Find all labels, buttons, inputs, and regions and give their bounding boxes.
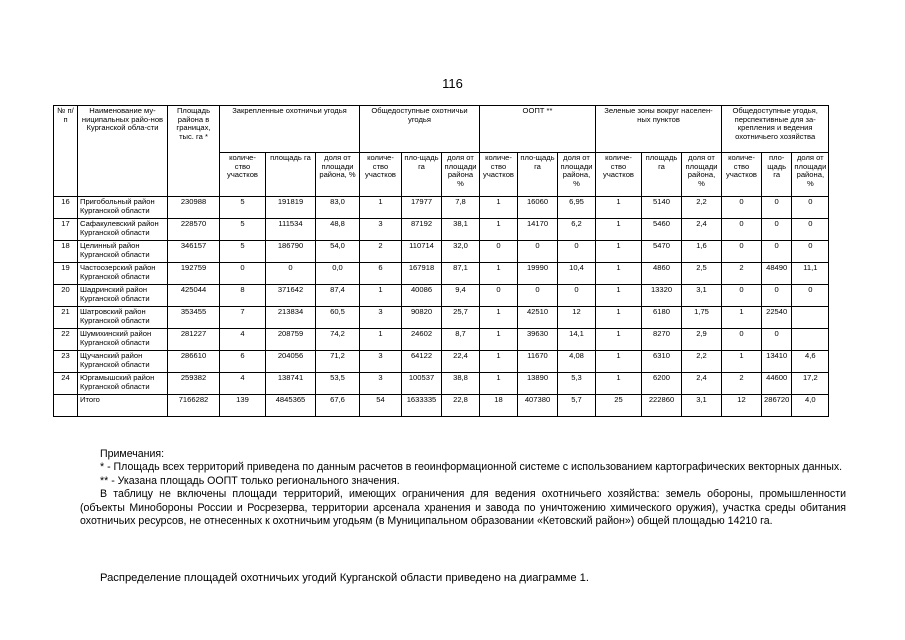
cell-value: 1	[596, 219, 642, 241]
cell-value: 44600	[762, 373, 792, 395]
cell-value: 14170	[518, 219, 558, 241]
subheader: доля от площади района, %	[558, 153, 596, 197]
diagram-reference-text: Распределение площадей охотничьих угодий Курганской области приведено на диаграмме 1.	[100, 572, 589, 584]
table-row	[54, 307, 829, 329]
cell-value: 1	[480, 351, 518, 373]
cell-name: Шадринский район Курганской области	[78, 285, 168, 307]
cell-value: 3	[360, 373, 402, 395]
subheader: количе-ство участков	[480, 153, 518, 197]
cell-value: 5,3	[558, 373, 596, 395]
cell-value: 6	[220, 351, 266, 373]
header-no: № п/п	[54, 106, 78, 197]
cell-value: 67,6	[316, 395, 360, 417]
cell-value: 286720	[762, 395, 792, 417]
cell-value: 3,1	[682, 285, 722, 307]
cell-value: 12	[558, 307, 596, 329]
cell-value: 22,8	[442, 395, 480, 417]
page-number: 116	[442, 76, 463, 91]
cell-value: 0	[792, 219, 829, 241]
cell-value: 5460	[642, 219, 682, 241]
subheader: пло-щадь га	[762, 153, 792, 197]
cell-value: 48490	[762, 263, 792, 285]
table-row	[54, 241, 829, 263]
cell-value: 17977	[402, 197, 442, 219]
subheader: количе-ство участков	[722, 153, 762, 197]
cell-value: 1	[480, 263, 518, 285]
cell-value: 2	[722, 263, 762, 285]
cell-value: 6200	[642, 373, 682, 395]
cell-no: 21	[54, 307, 78, 329]
cell-value: 5	[220, 219, 266, 241]
cell-value: 6,2	[558, 219, 596, 241]
cell-value: 0	[266, 263, 316, 285]
cell-value: 7	[220, 307, 266, 329]
subheader: площадь га	[642, 153, 682, 197]
cell-value: 0	[792, 285, 829, 307]
cell-value: 0	[518, 285, 558, 307]
cell-value: 2	[722, 373, 762, 395]
cell-value: 0	[722, 219, 762, 241]
cell-value: 4,08	[558, 351, 596, 373]
cell-value: 2,2	[682, 351, 722, 373]
cell-value: 1	[596, 197, 642, 219]
cell-value: 1,6	[682, 241, 722, 263]
cell-value: 87,1	[442, 263, 480, 285]
cell-value: 222860	[642, 395, 682, 417]
cell-value: 4	[220, 373, 266, 395]
cell-area: 192759	[168, 263, 220, 285]
subheader: пло-щадь га	[402, 153, 442, 197]
cell-value: 8,7	[442, 329, 480, 351]
subheader: доля от площади района, %	[316, 153, 360, 197]
table-row	[54, 197, 829, 219]
cell-value: 0	[792, 241, 829, 263]
cell-value: 1	[360, 329, 402, 351]
cell-value: 0	[762, 197, 792, 219]
cell-value: 1	[722, 351, 762, 373]
cell-name: Итого	[78, 395, 168, 417]
table-row	[54, 263, 829, 285]
cell-area: 228570	[168, 219, 220, 241]
header-group-assigned: Закрепленные охотничьи угодья	[220, 106, 360, 153]
cell-value: 3	[360, 351, 402, 373]
subheader: пло-щадь га	[518, 153, 558, 197]
cell-area: 281227	[168, 329, 220, 351]
cell-value: 24602	[402, 329, 442, 351]
cell-value: 18	[480, 395, 518, 417]
cell-value: 90820	[402, 307, 442, 329]
cell-name: Шумихинский район Курганской области	[78, 329, 168, 351]
cell-area: 259382	[168, 373, 220, 395]
cell-value: 1	[596, 285, 642, 307]
note-2: ** - Указана площадь ООПТ только регионального значения.	[100, 474, 400, 487]
cell-area: 286610	[168, 351, 220, 373]
cell-value: 6310	[642, 351, 682, 373]
header-area: Площадь района в границах, тыс. га *	[168, 106, 220, 197]
cell-value: 1	[480, 307, 518, 329]
cell-area: 7166282	[168, 395, 220, 417]
subheader: количе-ство участков	[360, 153, 402, 197]
cell-value: 111534	[266, 219, 316, 241]
cell-value: 4,0	[792, 395, 829, 417]
cell-value: 0	[480, 241, 518, 263]
cell-area: 425044	[168, 285, 220, 307]
cell-value	[792, 329, 829, 351]
cell-value: 0,0	[316, 263, 360, 285]
cell-value: 8	[220, 285, 266, 307]
cell-value: 10,4	[558, 263, 596, 285]
cell-value: 5,7	[558, 395, 596, 417]
cell-name: Сафакулевский район Курганской области	[78, 219, 168, 241]
cell-value: 213834	[266, 307, 316, 329]
cell-value: 0	[518, 241, 558, 263]
cell-value: 5470	[642, 241, 682, 263]
table-row	[54, 329, 829, 351]
cell-value: 3,1	[682, 395, 722, 417]
cell-value: 54	[360, 395, 402, 417]
cell-value: 0	[480, 285, 518, 307]
subheader: количе-ство участков	[596, 153, 642, 197]
cell-value: 11,1	[792, 263, 829, 285]
cell-value: 4,6	[792, 351, 829, 373]
cell-value: 0	[722, 329, 762, 351]
header-group-green-zones: Зеленые зоны вокруг населен-ных пунктов	[596, 106, 722, 153]
cell-value: 1	[722, 307, 762, 329]
notes-title: Примечания:	[100, 448, 165, 460]
cell-value: 1	[596, 263, 642, 285]
cell-value: 0	[762, 329, 792, 351]
cell-value: 186790	[266, 241, 316, 263]
cell-value: 0	[762, 285, 792, 307]
table-row	[54, 219, 829, 241]
cell-value: 0	[762, 241, 792, 263]
cell-value: 64122	[402, 351, 442, 373]
cell-value: 138741	[266, 373, 316, 395]
cell-area: 230988	[168, 197, 220, 219]
cell-value: 110714	[402, 241, 442, 263]
cell-value: 0	[220, 263, 266, 285]
cell-value: 167918	[402, 263, 442, 285]
cell-value: 19990	[518, 263, 558, 285]
cell-value: 54,0	[316, 241, 360, 263]
header-group-prospective: Общедоступные угодья, перспективные для за-крепления и ведения охотничьего хозяйства	[722, 106, 829, 153]
cell-value: 74,2	[316, 329, 360, 351]
header-group-public: Общедоступные охотничьи угодья	[360, 106, 480, 153]
cell-value: 4845365	[266, 395, 316, 417]
cell-value: 5	[220, 197, 266, 219]
cell-value: 25	[596, 395, 642, 417]
note-1: * - Площадь всех территорий приведена по данным расчетов в геоинформационной системе с использованием картографических векторных данных.	[100, 461, 843, 474]
cell-value: 11670	[518, 351, 558, 373]
cell-value: 39630	[518, 329, 558, 351]
cell-value: 2,4	[682, 373, 722, 395]
subheader: количе-ство участков	[220, 153, 266, 197]
cell-value: 0	[558, 285, 596, 307]
cell-value	[792, 307, 829, 329]
cell-value: 3	[360, 219, 402, 241]
cell-value: 1	[360, 285, 402, 307]
cell-value: 1,75	[682, 307, 722, 329]
cell-value: 1	[480, 373, 518, 395]
cell-name: Целинный район Курганской области	[78, 241, 168, 263]
cell-value: 4	[220, 329, 266, 351]
cell-value: 38,1	[442, 219, 480, 241]
notes	[80, 448, 846, 528]
cell-no: 20	[54, 285, 78, 307]
note-3: В таблицу не включены площади территорий, имеющих ограничения для ведения охотничьего хозяйства: земель обороны, промышленности (объекты Минобороны России и Росрезерва, территории арсенала хранения и завода по уничтожению химического оружия), участка среды обитания охотничьих ресурсов, не отнесенных к охотничьим угодьям (в Муниципальном образовании «Кетовский район») общей площадью 14210 га.	[80, 488, 846, 528]
cell-value: 0	[722, 241, 762, 263]
cell-value: 87,4	[316, 285, 360, 307]
cell-value: 5	[220, 241, 266, 263]
cell-value: 6180	[642, 307, 682, 329]
cell-value: 71,2	[316, 351, 360, 373]
cell-value: 22540	[762, 307, 792, 329]
cell-value: 1	[480, 197, 518, 219]
cell-value: 6	[360, 263, 402, 285]
cell-value: 13320	[642, 285, 682, 307]
cell-value: 139	[220, 395, 266, 417]
cell-no: 16	[54, 197, 78, 219]
cell-value: 8270	[642, 329, 682, 351]
cell-value: 2,5	[682, 263, 722, 285]
cell-value: 371642	[266, 285, 316, 307]
cell-no: 19	[54, 263, 78, 285]
cell-value: 87192	[402, 219, 442, 241]
cell-value: 14,1	[558, 329, 596, 351]
cell-value: 1	[596, 373, 642, 395]
header-name: Наименование му-ниципальных райо-нов Курганской обла-сти	[78, 106, 168, 197]
table-row	[54, 373, 829, 395]
cell-area: 346157	[168, 241, 220, 263]
cell-value: 32,0	[442, 241, 480, 263]
cell-value: 0	[558, 241, 596, 263]
cell-value: 0	[722, 285, 762, 307]
cell-value: 204056	[266, 351, 316, 373]
cell-value: 6,95	[558, 197, 596, 219]
cell-value: 2,4	[682, 219, 722, 241]
cell-value: 407380	[518, 395, 558, 417]
cell-value: 7,8	[442, 197, 480, 219]
cell-value: 38,8	[442, 373, 480, 395]
cell-value: 4860	[642, 263, 682, 285]
cell-name: Юргамышский район Курганской области	[78, 373, 168, 395]
cell-value: 1	[480, 219, 518, 241]
cell-value: 2,9	[682, 329, 722, 351]
cell-value: 1	[360, 197, 402, 219]
cell-value: 191819	[266, 197, 316, 219]
cell-value: 1	[596, 351, 642, 373]
subheader: доля от площади района %	[442, 153, 480, 197]
table-row	[54, 285, 829, 307]
cell-value: 2	[360, 241, 402, 263]
cell-value: 5140	[642, 197, 682, 219]
cell-value: 22,4	[442, 351, 480, 373]
cell-area: 353455	[168, 307, 220, 329]
cell-value: 13890	[518, 373, 558, 395]
cell-no: 17	[54, 219, 78, 241]
cell-value: 60,5	[316, 307, 360, 329]
cell-value: 100537	[402, 373, 442, 395]
cell-value: 208759	[266, 329, 316, 351]
table-body	[54, 197, 829, 417]
cell-no: 23	[54, 351, 78, 373]
cell-value: 0	[722, 197, 762, 219]
cell-no	[54, 395, 78, 417]
cell-no: 24	[54, 373, 78, 395]
cell-value: 9,4	[442, 285, 480, 307]
subheader: доля от площади района, %	[682, 153, 722, 197]
table-row	[54, 351, 829, 373]
cell-name: Щучанский район Курганской области	[78, 351, 168, 373]
cell-no: 18	[54, 241, 78, 263]
cell-value: 42510	[518, 307, 558, 329]
cell-value: 83,0	[316, 197, 360, 219]
cell-name: Частоозерский район Курганской области	[78, 263, 168, 285]
cell-value: 2,2	[682, 197, 722, 219]
cell-value: 16060	[518, 197, 558, 219]
subheader: площадь га	[266, 153, 316, 197]
subheader: доля от площади района, %	[792, 153, 829, 197]
cell-value: 1	[596, 329, 642, 351]
cell-name: Пригобольный район Курганской области	[78, 197, 168, 219]
cell-value: 3	[360, 307, 402, 329]
cell-value: 48,8	[316, 219, 360, 241]
cell-value: 0	[792, 197, 829, 219]
cell-value: 53,5	[316, 373, 360, 395]
cell-value: 12	[722, 395, 762, 417]
cell-value: 1633335	[402, 395, 442, 417]
table-total-row	[54, 395, 829, 417]
cell-value: 1	[480, 329, 518, 351]
cell-value: 1	[596, 307, 642, 329]
cell-value: 0	[762, 219, 792, 241]
cell-value: 13410	[762, 351, 792, 373]
cell-no: 22	[54, 329, 78, 351]
hunting-grounds-table	[53, 105, 829, 417]
cell-value: 40086	[402, 285, 442, 307]
cell-value: 1	[596, 241, 642, 263]
cell-value: 17,2	[792, 373, 829, 395]
header-group-protected: ООПТ **	[480, 106, 596, 153]
cell-value: 25,7	[442, 307, 480, 329]
cell-name: Шатровский район Курганской области	[78, 307, 168, 329]
